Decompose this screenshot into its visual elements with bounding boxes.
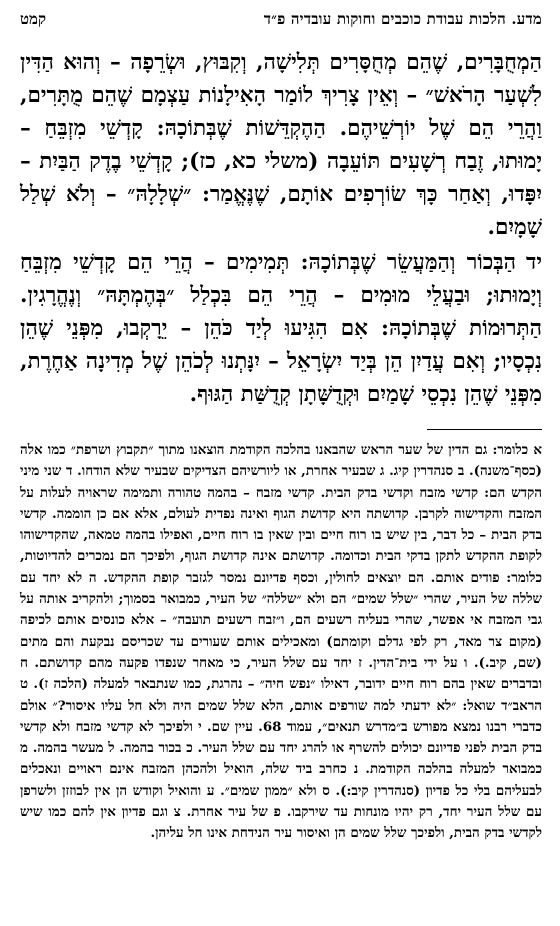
footnote-separator bbox=[427, 429, 542, 430]
main-text bbox=[20, 46, 542, 411]
halakha-number: יד bbox=[526, 250, 542, 275]
halakha-text: הַבְּכוֹר וְהַמַּעֲשֵׂר שֶׁבְּתוֹכָהּ: תְּמִימִים – הֲרֵי הֵם קָדְשֵׁי מִזְבֵּחַ וְיָמוּתוּ; וּבַעֲלֵי מוּמִים – הֲרֵי הֵם בִּכְלַל ״בְּהֶמְתָּהּ״ וְנֶהֱרָגִין. הַתְּרוּמוֹת שֶׁבְּתוֹכָהּ: אִם הִגִּיעוּ לְיַד כֹּהֵן – יֵרָקְבוּ, מִפְּנֵי שֶׁהֵן נִכְסָיו; וְאִם עֲדַיִן הֵן בְּיַד יִשְׂרָאֵל – יִנָּתְנוּ לְכֹהֵן שֶׁל מְדִינָה אַחֶרֶת, מִפְּנֵי שֶׁהֵן נִכְסֵי שָׁמַיִם וּקְדֻשָּׁתָן קְדֻשַּׁת הַגּוּף. bbox=[20, 250, 542, 407]
running-title: מדע. הלכות עבודת כוכבים וחוקות עובדיה פ״ד bbox=[263, 10, 542, 28]
running-header bbox=[20, 10, 542, 32]
halakha-14 bbox=[20, 246, 542, 411]
footnotes: א כלומר: גם הדין של שער הראש שהבאנו בהלכה הקודמת הוצאנו מתוך ״תקבוץ ושרפת״ כמו אלה (כסף־משנה). ב סנהדרין קיג. ג שבעיר אחרת, או ליורשיהם הצדיקים שבעיר שלא הודחו. ד שני מיני הקדש הם: קדשי מזבח וקדשי בדק הבית. קדשי מזבח – בהמה טהורה ותמימה שראויה לעלות על המזבח והקדישוה לקרבן. קדושתה היא קדושת הגוף ואינה נפדית לעולם, אלא אם כן הוממה. קדשי בדק הבית – כל דבר, בין שיש בו רוח חיים ובין שאין בו רוח חיים, ואפילו בהמה טמאה, שהקדישוהו לקופת ההקדש לתקן בדקי הבית וכדומה. קדושתם אינה קדושת הגוף, ולפיכך הם נמכרים להדיוטות, כלומר: פודים אותם. הם יוצאים לחולין, וכסף פדיונם נמסר לגזבר קופת ההקדש. ה לא יחד עם שללה של העיר, שהרי ״שלל שמים״ הם ולא ״שללה״ של העיר, כמבואר בסמוך; ולהקריב אותה על גבי המזבח אי אפשר, שהרי בעליה רשעים הם, ו״זבח רשעים תועבה״ – אלא כונסים אותם לכיפה (מקום צר מאד, רק לפי גדלם וקומתם) ומאכילים אותם שעורים עד שכריסם נבקעת והם מתים (שם, קיב.). ו על ידי בית־הדין. ז יחד עם שלל העיר, כי מאחר שנפדו פקעה מהם קדושתם. ח ובדברים שאין בהם רוח חיים ידובר, דאילו ״נפש חיה״ – נהרגת, כמו שנתבאר למעלה (הלכה ז). ט הראב״ד שואל: ״לא ידעתי למה שורפים אותם, הלא שלל שמים היה ולא חל עליו איסור?״ אולם כדברי רבנו נמצא מפורש ב״מדרש תנאים״, עמוד 68. עיין שם. י ולפיכך לא קדשי מזבח ולא קדשי בדק הבית לפני פדיונם יכולים להשרף או להרג יחד עם שלל העיר. כ בכור בהמה. ל מעשר בהמה. מ כמבואר למעלה בהלכה הקודמת. נ כחרב ביד שלה, הואיל ולהכהן המזבח אינם ראויים ונאכלים לבעליהם בלי כל פדיון (סנהדרין קיב:). ס ולא ״ממון שמים״. ע והואיל וקודש הן אין לבוזזן ולשרפן עם שלל העיר יחד, רק יהיו מונחות עד שירקבו. פ של עיר אחרת. צ וגם פדיון אין להם כמו שיש לקדשי בדק הבית, ולפיכך שלל שמים הן ואיסור עיר הנידחת אינו חל עליהן. bbox=[20, 442, 542, 842]
paragraph-continuation: הַמְחֻבָּרִים, שֶׁהֵם מְחֻסָּרִים תְּלִישָׁה, וְקִבּוּץ, וּשְׂרֵפָה – וְהוּא הַדִּין לִשְׁעַר הָרֹאשׁ״ – וְאֵין צָרִיךְ לוֹמַר הָאִילָנוֹת עַצְמָם שֶׁהֵם מֻתָּרִים, וַהֲרֵי הֵם שֶׁל יוֹרְשֵׁיהֶם. הַהֶקְדֵּשׁוֹת שֶׁבְּתוֹכָהּ: קָדְשֵׁי מִזְבֵּחַ – יָמוּתוּ, זֶבַח רְשָׁעִים תּוֹעֵבָה (משלי כא, כז); קָדְשֵׁי בֶדֶק הַבַּיִת – יִפָּדוּ, וְאַחַר כָּךְ שׂוֹרְפִים אוֹתָם, שֶׁנֶּאֱמַר: ״שְׁלָלָהּ״ – וְלֹא שְׁלַל שָׁמָיִם. bbox=[20, 50, 542, 240]
page-number: קמט bbox=[20, 10, 46, 28]
